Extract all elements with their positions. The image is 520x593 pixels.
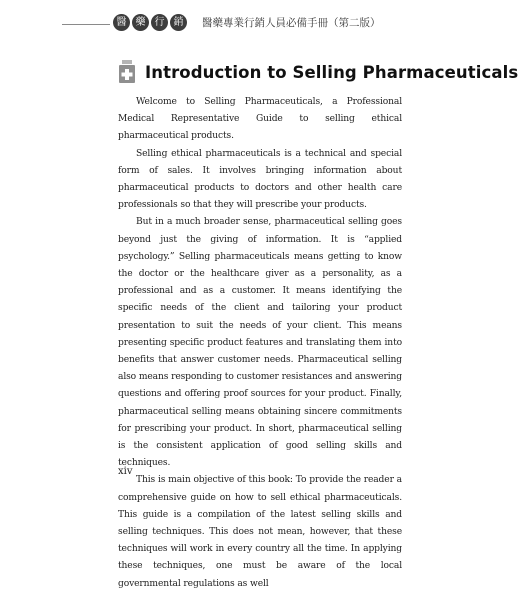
body-text (118, 94, 402, 593)
page-number: xiv (118, 466, 133, 477)
header-badges (113, 14, 187, 31)
paragraph: Selling ethical pharmaceuticals is a technical and special form of sales. It involves bringing information about pharmaceutical products to doctors and other health care professionals so that they will prescribe your products. (118, 148, 402, 211)
paragraph: Welcome to Selling Pharmaceuticals, a Professional Medical Representative Guide to selling ethical pharmaceutical products. (118, 97, 402, 142)
running-header (0, 14, 520, 36)
paragraph: This is main objective of this book: To provide the reader a comprehensive guide on how to sell ethical pharmaceuticals. This guide is a compilation of the latest selling skills and selling techniques. This does not mean, however, that these techniques will work in every country all the time. In applying these techniques, one must be aware of the local governmental regulations as well (118, 475, 402, 589)
header-book-title: 醫藥專業行銷人員必備手冊（第二版） (202, 17, 381, 29)
header-badge: 醫 (113, 14, 130, 31)
header-badge: 行 (151, 14, 168, 31)
chapter-heading (118, 60, 518, 84)
header-rule (62, 24, 110, 25)
header-badge: 藥 (132, 14, 149, 31)
chapter-title: Introduction to Selling Pharmaceuticals (145, 62, 519, 82)
paragraph: But in a much broader sense, pharmaceutical selling goes beyond just the giving of information. It is “applied psychology.” Selling pharmaceuticals means getting to know the doctor or the healthcare giver as a personality, as a professional and as a customer. It means identifying the specific needs of the client and tailoring your product presentation to suit the needs of your client. This means presenting specific product features and translating them into benefits that answer customer needs. Pharmaceutical selling also means responding to customer resistances and answering questions and offering proof sources for your product. Finally, pharmaceutical selling means obtaining sincere commitments for prescribing your product. In short, pharmaceutical selling is the consistent application of good selling skills and techniques. (118, 217, 402, 469)
header-badge: 銷 (170, 14, 187, 31)
medicine-bottle-icon (118, 60, 136, 84)
